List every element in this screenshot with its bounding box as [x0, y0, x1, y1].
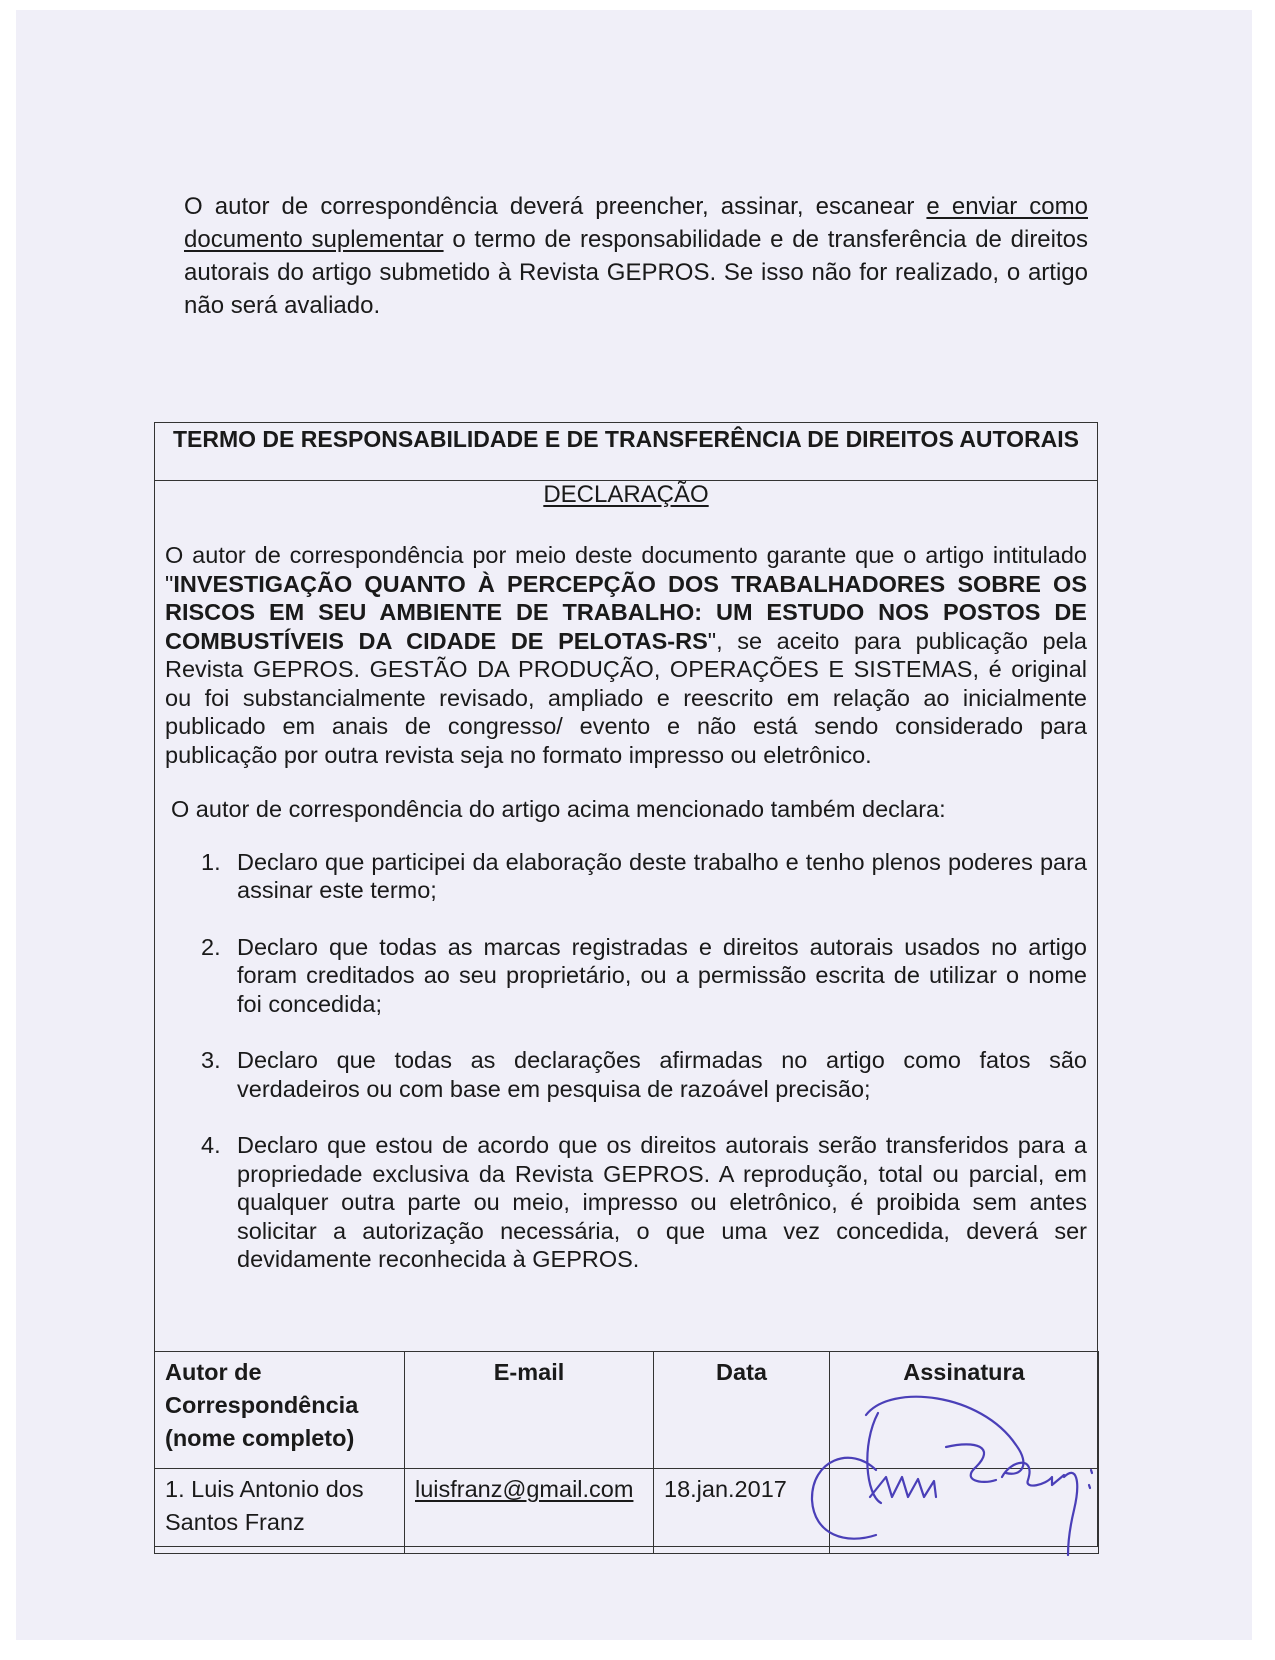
- list-item-text: Declaro que todas as marcas registradas e direitos autorais usados no artigo foram creditados ao seu proprietário, ou a permissão escrita de utilizar o nome foi concedida;: [237, 933, 1087, 1017]
- declaration-paragraph: [165, 541, 1087, 769]
- table-header-row: [155, 1352, 1099, 1469]
- author-name: 1. Luis Antonio dos Santos Franz: [155, 1469, 405, 1554]
- list-item-number: 4.: [201, 1132, 221, 1158]
- responsibility-form: [154, 422, 1098, 1547]
- intro-text-2: o termo de responsabilidade e de transferência de direitos autorais do artigo submetido à Revista GEPROS. Se isso não for realizado, o artigo não será avaliado.: [184, 226, 1089, 319]
- list-item-number: 1.: [201, 848, 221, 875]
- list-item: [201, 848, 1087, 905]
- intro-text-1: O autor de correspondência deverá preencher, assinar, escanear: [184, 193, 927, 220]
- list-item-text: Declaro que participei da elaboração deste trabalho e tenho plenos poderes para assinar este termo;: [237, 848, 1087, 903]
- signature-cell: [830, 1469, 1099, 1554]
- intro-underlined-text: e enviar como documento suplementar: [184, 193, 1088, 253]
- author-email[interactable]: luisfranz@gmail.com: [415, 1476, 634, 1502]
- list-item: [201, 933, 1087, 1019]
- list-item-text: Declaro que estou de acordo que os direitos autorais serão transferidos para a propriedade exclusiva da Revista GEPROS. A reprodução, total ou parcial, em qualquer outra parte ou meio, impresso ou eletrônico, é proibida sem antes solicitar a autorização necessária, o que uma vez concedida, deverá ser devidamente reconhecida à GEPROS.: [237, 1132, 1087, 1272]
- declaration-heading-text: DECLARAÇÃO: [543, 481, 709, 508]
- header-author: Autor de Correspondência (nome completo): [155, 1352, 405, 1469]
- table-row: [155, 1469, 1099, 1554]
- signature-date: 18.jan.2017: [654, 1469, 830, 1554]
- signature-table: [154, 1351, 1099, 1554]
- header-email: E-mail: [405, 1352, 654, 1469]
- declaration-text-pre: O autor de correspondência por meio deste documento garante que o artigo intitulado ": [165, 542, 1087, 597]
- declaration-heading: [155, 481, 1097, 509]
- header-signature: Assinatura: [830, 1352, 1099, 1469]
- also-declares-text: O autor de correspondência do artigo acima mencionado também declara:: [171, 796, 946, 822]
- declaration-text-post: ", se aceito para publicação pela Revista GEPROS. GESTÃO DA PRODUÇÃO, OPERAÇÕES E SISTEMAS, é original ou foi substancialmente revisado, ampliado e reescrito em relação ao inicialmente publicado em anais de congresso/ evento e não está sendo considerado para publicação por outra revista seja no formato impresso ou eletrônico.: [165, 627, 1087, 768]
- header-date: Data: [654, 1352, 830, 1469]
- article-title: INVESTIGAÇÃO QUANTO À PERCEPÇÃO DOS TRABALHADORES SOBRE OS RISCOS EM SEU AMBIENTE DE TRABALHO: UM ESTUDO NOS POSTOS DE COMBUSTÍVEIS DA CIDADE DE PELOTAS-RS: [165, 570, 1087, 654]
- list-item: [201, 1131, 1087, 1274]
- intro-paragraph: [184, 190, 1088, 322]
- declaration-list: [201, 848, 1087, 1274]
- document-page: [16, 10, 1252, 1640]
- list-item-number: 3.: [201, 1047, 221, 1073]
- list-item-number: 2.: [201, 933, 221, 960]
- list-item: [201, 1046, 1087, 1103]
- author-email-cell: [405, 1469, 654, 1554]
- list-item-text: Declaro que todas as declarações afirmadas no artigo como fatos são verdadeiros ou com base em pesquisa de razoável precisão;: [237, 1047, 1087, 1102]
- form-title: TERMO DE RESPONSABILIDADE E DE TRANSFERÊNCIA DE DIREITOS AUTORAIS: [155, 423, 1097, 481]
